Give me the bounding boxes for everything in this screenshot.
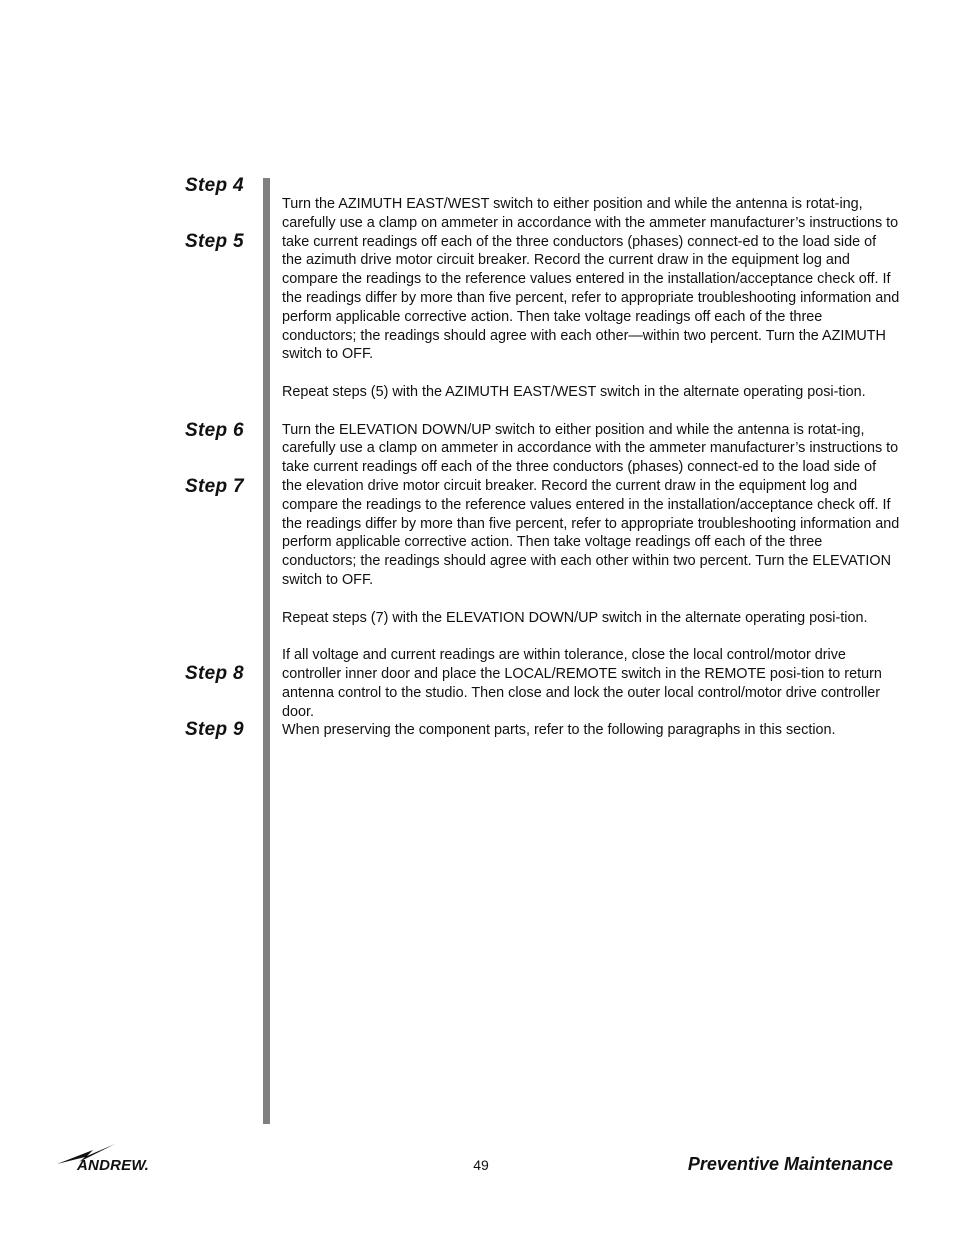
paragraph-step-4: Turn the AZIMUTH EAST/WEST switch to either position and while the antenna is rotat-ing, carefully use a clamp on ammeter in accordance with the ammeter manufacturer’s instructions to take current readings off each of the three conductors (phases) connect-ed to the load side of the azimuth drive motor circuit breaker. Record the current draw in the equipment log and compare the readings to the reference values entered in the installation/acceptance check off. If the readings differ by more than five percent, refer to appropriate troubleshooting information and perform applicable corrective action. Then take voltage readings off each of the three conductors; the readings should agree with each other—within two percent. Turn the AZIMUTH switch to OFF. <box>282 196 900 363</box>
paragraph-step-5: Repeat steps (5) with the AZIMUTH EAST/WEST switch in the alternate operating posi-tion. <box>282 383 866 400</box>
step-label-9: Step 9 <box>185 719 244 740</box>
step-label-8: Step 8 <box>185 663 244 684</box>
andrew-logo <box>55 1140 170 1176</box>
paragraph-step-9: When preserving the component parts, refer to the following paragraphs in this section. <box>282 722 836 739</box>
step-label-6: Step 6 <box>185 420 244 441</box>
paragraph-step-6: Turn the ELEVATION DOWN/UP switch to either position and while the antenna is rotat-ing, carefully use a clamp on ammeter in accordance with the ammeter manufacturer’s instructions to take current readings off each of the three conductors (phases) connect-ed to the load side of the elevation drive motor circuit breaker. Record the current draw in the equipment log and compare the readings to the reference values entered in the installation/acceptance check off. If the readings differ by more than five percent, refer to appropriate troubleshooting information and perform applicable corrective action. Then take voltage readings off each of the three conductors; the readings should agree with each other within two percent. Turn the ELEVATION switch to OFF. <box>282 421 900 588</box>
section-title: Preventive Maintenance <box>687 1154 893 1174</box>
paragraph-step-8: If all voltage and current readings are within tolerance, close the local control/motor drive controller inner door and place the LOCAL/REMOTE switch in the REMOTE posi-tion to return antenna control to the studio. Then close and lock the outer local control/motor drive controller door. <box>282 647 882 720</box>
page-number: 49 <box>473 1157 489 1173</box>
step-label-4: Step 4 <box>185 175 244 196</box>
paragraph-step-7: Repeat steps (7) with the ELEVATION DOWN/UP switch in the alternate operating posi-tion. <box>282 609 868 626</box>
step-label-7: Step 7 <box>185 476 244 497</box>
step-label-5: Step 5 <box>185 231 244 252</box>
logo-wordmark: ANDREW. <box>77 1157 149 1174</box>
procedure-text <box>282 195 900 740</box>
vertical-rule <box>263 178 270 1124</box>
